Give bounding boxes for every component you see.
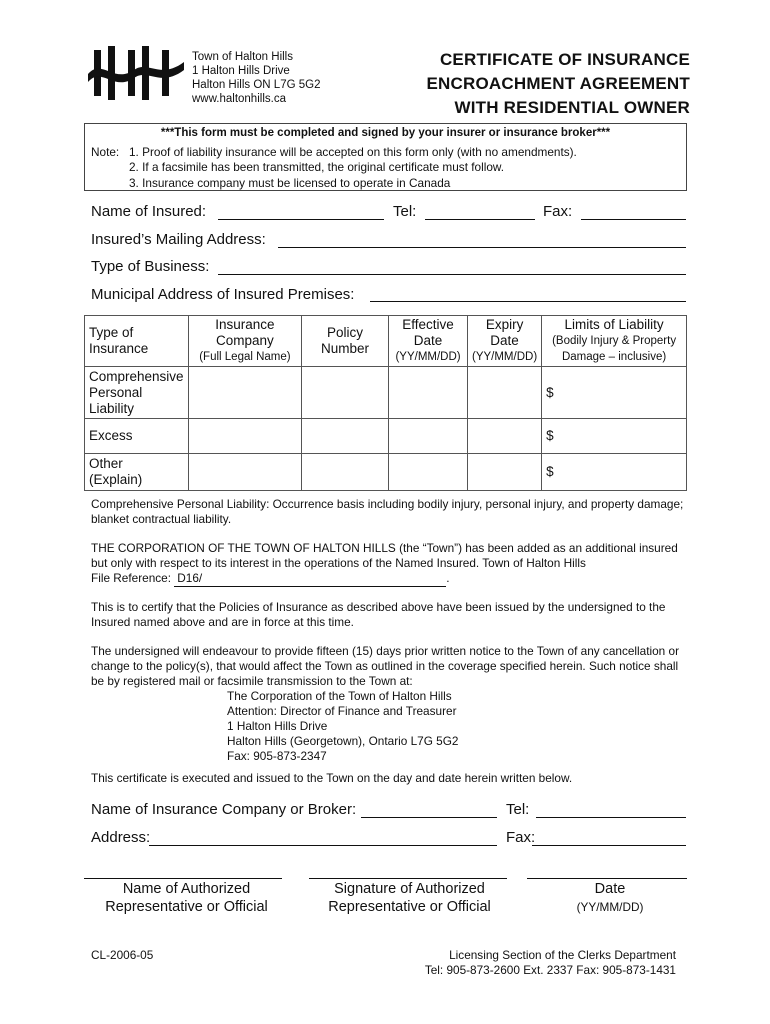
name-of-insured-label: Name of Insured:: [91, 203, 207, 220]
fax-label: Fax:: [543, 203, 573, 220]
company-input-cell[interactable]: [188, 419, 301, 454]
tel-input[interactable]: [425, 219, 535, 220]
broker-name-label: Name of Insurance Company or Broker:: [91, 801, 357, 818]
representative-name-input[interactable]: [84, 878, 282, 879]
note-label: Note:: [91, 144, 120, 159]
table-row: [85, 454, 687, 491]
col-header-expiry: Expiry Date (YY/MM/DD): [467, 316, 541, 367]
address-line: The Corporation of the Town of Halton Hills: [227, 689, 452, 703]
representative-name-label: Name of Authorized Representative or Official: [105, 881, 268, 915]
effective-date-input-cell[interactable]: [389, 454, 468, 491]
fax-input[interactable]: [581, 219, 686, 220]
policy-input-cell[interactable]: [301, 454, 388, 491]
name-of-insured-input[interactable]: [218, 219, 384, 220]
col-header-type: Type of Insurance: [85, 316, 189, 367]
broker-address-label: Address:: [91, 829, 151, 846]
limit-input-cell[interactable]: $: [542, 454, 687, 491]
title-line: WITH RESIDENTIAL OWNER: [454, 98, 690, 117]
limit-input-cell[interactable]: $: [542, 367, 687, 419]
row-type-cell: Excess: [85, 419, 189, 454]
file-reference-row: File Reference: D16/ .: [91, 571, 450, 585]
row-type-cell: Comprehensive Personal Liability: [85, 367, 189, 419]
type-of-business-label: Type of Business:: [91, 258, 210, 275]
broker-address-input[interactable]: [149, 845, 497, 846]
municipal-address-input[interactable]: [370, 301, 686, 302]
table-row: [85, 419, 687, 454]
file-reference-input[interactable]: D16/: [174, 571, 446, 587]
mailing-address-input[interactable]: [278, 247, 686, 248]
insurance-table: [84, 315, 687, 491]
form-code: CL-2006-05: [91, 948, 154, 962]
address-line: 1 Halton Hills Drive: [227, 719, 328, 733]
row-type-cell: Other (Explain): [85, 454, 189, 491]
address-line: Fax: 905-873-2347: [227, 749, 327, 763]
type-of-business-input[interactable]: [218, 274, 686, 275]
notice-box: [84, 123, 687, 191]
broker-tel-label: Tel:: [506, 801, 530, 818]
file-reference-label: File Reference:: [91, 571, 171, 585]
col-header-limits: Limits of Liability (Bodily Injury & Property Damage – inclusive): [542, 316, 687, 367]
town-line: 1 Halton Hills Drive: [192, 65, 290, 77]
signature-label: Signature of Authorized Representative or Official: [328, 881, 491, 915]
municipal-address-label: Municipal Address of Insured Premises:: [91, 286, 355, 303]
note-item: 1. Proof of liability insurance will be accepted on this form only (with no amendments).: [129, 144, 577, 159]
execution-text: This certificate is executed and issued to the Town on the day and date herein written below.: [91, 771, 573, 785]
expiry-date-input-cell[interactable]: [467, 419, 541, 454]
date-label: Date (YY/MM/DD): [576, 881, 644, 914]
signature-input[interactable]: [309, 878, 507, 879]
address-line: Halton Hills (Georgetown), Ontario L7G 5G2: [227, 734, 459, 748]
mailing-address-label: Insured’s Mailing Address:: [91, 231, 266, 248]
effective-date-input-cell[interactable]: [389, 419, 468, 454]
town-logo: [88, 44, 184, 102]
address-line: Attention: Director of Finance and Treasurer: [227, 704, 457, 718]
town-website[interactable]: www.haltonhills.ca: [192, 93, 286, 105]
broker-fax-label: Fax:: [506, 829, 536, 846]
col-header-policy: Policy Number: [301, 316, 388, 367]
expiry-date-input-cell[interactable]: [467, 454, 541, 491]
date-input[interactable]: [527, 878, 687, 879]
table-row: [85, 367, 687, 419]
title-line: CERTIFICATE OF INSURANCE: [439, 50, 690, 69]
title-line: ENCROACHMENT AGREEMENT: [426, 74, 690, 93]
town-line: Town of Halton Hills: [192, 51, 293, 63]
town-line: Halton Hills ON L7G 5G2: [192, 79, 321, 91]
broker-tel-input[interactable]: [536, 817, 686, 818]
broker-name-input[interactable]: [361, 817, 497, 818]
tel-label: Tel:: [393, 203, 417, 220]
note-item: 2. If a facsimile has been transmitted, the original certificate must follow.: [129, 160, 505, 174]
form-title: [400, 48, 690, 120]
town-address-block: [192, 50, 320, 106]
policy-input-cell[interactable]: [301, 367, 388, 419]
liability-definition: Comprehensive Personal Liability: Occurrence basis including bodily injury, personal injury, and property damage; blanket contractual liability.: [91, 497, 684, 526]
col-header-effective: Effective Date (YY/MM/DD): [389, 316, 468, 367]
notice-period-text: The undersigned will endeavour to provide fifteen (15) days prior written notice to the Town of any cancellation or change to the policy(s), that would affect the Town as outlined in the coverage specified herein. Such notice shall be by registered mail or facsimile transmission to the Town at:: [91, 644, 679, 688]
company-input-cell[interactable]: [188, 367, 301, 419]
town-mailing-address: [227, 689, 458, 764]
company-input-cell[interactable]: [188, 454, 301, 491]
policy-input-cell[interactable]: [301, 419, 388, 454]
limit-input-cell[interactable]: $: [542, 419, 687, 454]
effective-date-input-cell[interactable]: [389, 367, 468, 419]
note-item: 3. Insurance company must be licensed to operate in Canada: [129, 175, 451, 190]
certification-text: This is to certify that the Policies of Insurance as described above have been issued by the undersigned to the Insured named above and are in force at this time.: [91, 600, 666, 629]
additional-insured-text: THE CORPORATION OF THE TOWN OF HALTON HILLS (the “Town”) has been added as an additional insured but only with respect to its interest in the operations of the Named Insured. Town of Halton Hills: [91, 541, 678, 570]
broker-fax-input[interactable]: [532, 845, 686, 846]
department-info: Licensing Section of the Clerks Department Tel: 905-873-2600 Ext. 2337 Fax: 905-873-1431: [424, 948, 676, 977]
col-header-company: Insurance Company (Full Legal Name): [188, 316, 301, 367]
table-header-row: [85, 316, 687, 367]
expiry-date-input-cell[interactable]: [467, 367, 541, 419]
notice-warning: ***This form must be completed and signed by your insurer or insurance broker***: [160, 127, 611, 139]
